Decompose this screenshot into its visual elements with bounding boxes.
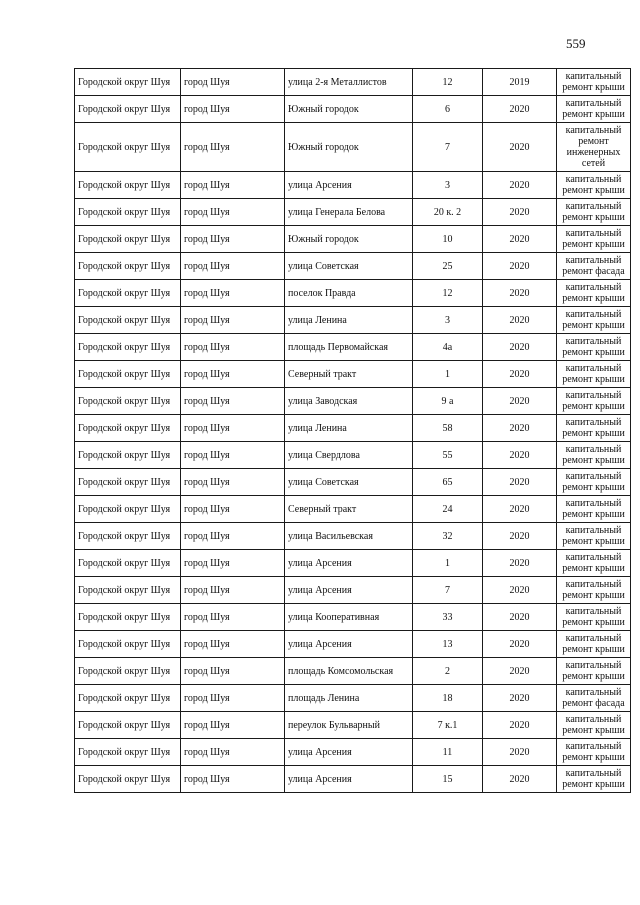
street-cell: Северный тракт: [285, 361, 413, 388]
city-cell: город Шуя: [181, 658, 285, 685]
table-row: [75, 469, 631, 496]
house-number-cell: 2: [413, 658, 483, 685]
city-cell: город Шуя: [181, 388, 285, 415]
city-cell: город Шуя: [181, 442, 285, 469]
table-row: [75, 253, 631, 280]
street-cell: Южный городок: [285, 226, 413, 253]
table-row: [75, 199, 631, 226]
municipality-cell: Городской округ Шуя: [75, 496, 181, 523]
municipality-cell: Городской округ Шуя: [75, 442, 181, 469]
work-type-cell: капитальный ремонт крыши: [557, 280, 631, 307]
city-cell: город Шуя: [181, 577, 285, 604]
house-number-cell: 11: [413, 739, 483, 766]
municipality-cell: Городской округ Шуя: [75, 550, 181, 577]
street-cell: улица Советская: [285, 469, 413, 496]
house-number-cell: 24: [413, 496, 483, 523]
year-cell: 2020: [483, 226, 557, 253]
street-cell: улица Арсения: [285, 739, 413, 766]
table-row: [75, 172, 631, 199]
table-row: [75, 712, 631, 739]
year-cell: 2020: [483, 766, 557, 793]
house-number-cell: 3: [413, 307, 483, 334]
year-cell: 2020: [483, 469, 557, 496]
house-number-cell: 1: [413, 361, 483, 388]
street-cell: площадь Ленина: [285, 685, 413, 712]
year-cell: 2020: [483, 496, 557, 523]
year-cell: 2020: [483, 307, 557, 334]
year-cell: 2020: [483, 523, 557, 550]
street-cell: площадь Комсомольская: [285, 658, 413, 685]
table-row: [75, 334, 631, 361]
year-cell: 2020: [483, 604, 557, 631]
table-row: [75, 685, 631, 712]
house-number-cell: 9 а: [413, 388, 483, 415]
house-number-cell: 1: [413, 550, 483, 577]
work-type-cell: капитальный ремонт крыши: [557, 199, 631, 226]
table-row: [75, 123, 631, 172]
city-cell: город Шуя: [181, 712, 285, 739]
housing-repair-table: [74, 68, 631, 793]
house-number-cell: 12: [413, 280, 483, 307]
work-type-cell: капитальный ремонт крыши: [557, 226, 631, 253]
house-number-cell: 20 к. 2: [413, 199, 483, 226]
house-number-cell: 55: [413, 442, 483, 469]
house-number-cell: 65: [413, 469, 483, 496]
street-cell: улица Арсения: [285, 766, 413, 793]
city-cell: город Шуя: [181, 123, 285, 172]
city-cell: город Шуя: [181, 739, 285, 766]
municipality-cell: Городской округ Шуя: [75, 469, 181, 496]
city-cell: город Шуя: [181, 307, 285, 334]
table-row: [75, 523, 631, 550]
municipality-cell: Городской округ Шуя: [75, 69, 181, 96]
street-cell: улица 2-я Металлистов: [285, 69, 413, 96]
municipality-cell: Городской округ Шуя: [75, 685, 181, 712]
municipality-cell: Городской округ Шуя: [75, 658, 181, 685]
city-cell: город Шуя: [181, 96, 285, 123]
work-type-cell: капитальный ремонт крыши: [557, 550, 631, 577]
work-type-cell: капитальный ремонт крыши: [557, 388, 631, 415]
city-cell: город Шуя: [181, 199, 285, 226]
street-cell: улица Свердлова: [285, 442, 413, 469]
municipality-cell: Городской округ Шуя: [75, 604, 181, 631]
city-cell: город Шуя: [181, 604, 285, 631]
municipality-cell: Городской округ Шуя: [75, 226, 181, 253]
work-type-cell: капитальный ремонт крыши: [557, 469, 631, 496]
municipality-cell: Городской округ Шуя: [75, 388, 181, 415]
street-cell: улица Ленина: [285, 307, 413, 334]
street-cell: Северный тракт: [285, 496, 413, 523]
work-type-cell: капитальный ремонт крыши: [557, 415, 631, 442]
work-type-cell: капитальный ремонт крыши: [557, 307, 631, 334]
year-cell: 2020: [483, 685, 557, 712]
year-cell: 2020: [483, 280, 557, 307]
work-type-cell: капитальный ремонт крыши: [557, 604, 631, 631]
house-number-cell: 58: [413, 415, 483, 442]
table-row: [75, 280, 631, 307]
year-cell: 2020: [483, 712, 557, 739]
municipality-cell: Городской округ Шуя: [75, 712, 181, 739]
year-cell: 2020: [483, 334, 557, 361]
table-row: [75, 442, 631, 469]
house-number-cell: 33: [413, 604, 483, 631]
municipality-cell: Городской округ Шуя: [75, 523, 181, 550]
work-type-cell: капитальный ремонт фасада: [557, 685, 631, 712]
work-type-cell: капитальный ремонт крыши: [557, 658, 631, 685]
work-type-cell: капитальный ремонт крыши: [557, 631, 631, 658]
year-cell: 2020: [483, 172, 557, 199]
municipality-cell: Городской округ Шуя: [75, 739, 181, 766]
house-number-cell: 4а: [413, 334, 483, 361]
year-cell: 2020: [483, 123, 557, 172]
city-cell: город Шуя: [181, 685, 285, 712]
table-row: [75, 69, 631, 96]
table-row: [75, 388, 631, 415]
street-cell: улица Арсения: [285, 577, 413, 604]
street-cell: улица Арсения: [285, 631, 413, 658]
street-cell: улица Арсения: [285, 550, 413, 577]
municipality-cell: Городской округ Шуя: [75, 307, 181, 334]
work-type-cell: капитальный ремонт крыши: [557, 172, 631, 199]
city-cell: город Шуя: [181, 469, 285, 496]
year-cell: 2019: [483, 69, 557, 96]
municipality-cell: Городской округ Шуя: [75, 631, 181, 658]
house-number-cell: 7 к.1: [413, 712, 483, 739]
house-number-cell: 3: [413, 172, 483, 199]
table-row: [75, 96, 631, 123]
house-number-cell: 25: [413, 253, 483, 280]
work-type-cell: капитальный ремонт крыши: [557, 361, 631, 388]
house-number-cell: 7: [413, 123, 483, 172]
house-number-cell: 6: [413, 96, 483, 123]
table-row: [75, 658, 631, 685]
street-cell: улица Ленина: [285, 415, 413, 442]
street-cell: улица Кооперативная: [285, 604, 413, 631]
work-type-cell: капитальный ремонт крыши: [557, 577, 631, 604]
city-cell: город Шуя: [181, 523, 285, 550]
city-cell: город Шуя: [181, 415, 285, 442]
year-cell: 2020: [483, 96, 557, 123]
table-row: [75, 550, 631, 577]
work-type-cell: капитальный ремонт крыши: [557, 69, 631, 96]
city-cell: город Шуя: [181, 280, 285, 307]
table-row: [75, 766, 631, 793]
year-cell: 2020: [483, 550, 557, 577]
work-type-cell: капитальный ремонт крыши: [557, 496, 631, 523]
city-cell: город Шуя: [181, 361, 285, 388]
street-cell: Южный городок: [285, 96, 413, 123]
year-cell: 2020: [483, 739, 557, 766]
municipality-cell: Городской округ Шуя: [75, 280, 181, 307]
work-type-cell: капитальный ремонт крыши: [557, 739, 631, 766]
municipality-cell: Городской округ Шуя: [75, 253, 181, 280]
house-number-cell: 32: [413, 523, 483, 550]
year-cell: 2020: [483, 631, 557, 658]
work-type-cell: капитальный ремонт крыши: [557, 523, 631, 550]
house-number-cell: 13: [413, 631, 483, 658]
street-cell: Южный городок: [285, 123, 413, 172]
city-cell: город Шуя: [181, 172, 285, 199]
year-cell: 2020: [483, 658, 557, 685]
year-cell: 2020: [483, 361, 557, 388]
year-cell: 2020: [483, 577, 557, 604]
municipality-cell: Городской округ Шуя: [75, 577, 181, 604]
table-row: [75, 739, 631, 766]
table-row: [75, 604, 631, 631]
work-type-cell: капитальный ремонт крыши: [557, 766, 631, 793]
work-type-cell: капитальный ремонт инженерных сетей: [557, 123, 631, 172]
city-cell: город Шуя: [181, 69, 285, 96]
street-cell: улица Заводская: [285, 388, 413, 415]
house-number-cell: 7: [413, 577, 483, 604]
street-cell: площадь Первомайская: [285, 334, 413, 361]
municipality-cell: Городской округ Шуя: [75, 415, 181, 442]
municipality-cell: Городской округ Шуя: [75, 334, 181, 361]
street-cell: улица Васильевская: [285, 523, 413, 550]
table-row: [75, 307, 631, 334]
work-type-cell: капитальный ремонт фасада: [557, 253, 631, 280]
street-cell: улица Советская: [285, 253, 413, 280]
table-row: [75, 415, 631, 442]
house-number-cell: 18: [413, 685, 483, 712]
street-cell: улица Генерала Белова: [285, 199, 413, 226]
house-number-cell: 10: [413, 226, 483, 253]
table-row: [75, 496, 631, 523]
work-type-cell: капитальный ремонт крыши: [557, 442, 631, 469]
municipality-cell: Городской округ Шуя: [75, 123, 181, 172]
city-cell: город Шуя: [181, 631, 285, 658]
city-cell: город Шуя: [181, 550, 285, 577]
city-cell: город Шуя: [181, 226, 285, 253]
work-type-cell: капитальный ремонт крыши: [557, 334, 631, 361]
year-cell: 2020: [483, 253, 557, 280]
municipality-cell: Городской округ Шуя: [75, 766, 181, 793]
city-cell: город Шуя: [181, 766, 285, 793]
table-row: [75, 577, 631, 604]
street-cell: поселок Правда: [285, 280, 413, 307]
municipality-cell: Городской округ Шуя: [75, 172, 181, 199]
work-type-cell: капитальный ремонт крыши: [557, 712, 631, 739]
house-number-cell: 12: [413, 69, 483, 96]
street-cell: улица Арсения: [285, 172, 413, 199]
table-body: [75, 69, 631, 793]
municipality-cell: Городской округ Шуя: [75, 361, 181, 388]
year-cell: 2020: [483, 415, 557, 442]
house-number-cell: 15: [413, 766, 483, 793]
year-cell: 2020: [483, 199, 557, 226]
city-cell: город Шуя: [181, 253, 285, 280]
city-cell: город Шуя: [181, 496, 285, 523]
municipality-cell: Городской округ Шуя: [75, 199, 181, 226]
table-row: [75, 361, 631, 388]
page-number: 559: [566, 36, 586, 51]
table-row: [75, 631, 631, 658]
municipality-cell: Городской округ Шуя: [75, 96, 181, 123]
work-type-cell: капитальный ремонт крыши: [557, 96, 631, 123]
table-row: [75, 226, 631, 253]
city-cell: город Шуя: [181, 334, 285, 361]
year-cell: 2020: [483, 388, 557, 415]
street-cell: переулок Бульварный: [285, 712, 413, 739]
year-cell: 2020: [483, 442, 557, 469]
